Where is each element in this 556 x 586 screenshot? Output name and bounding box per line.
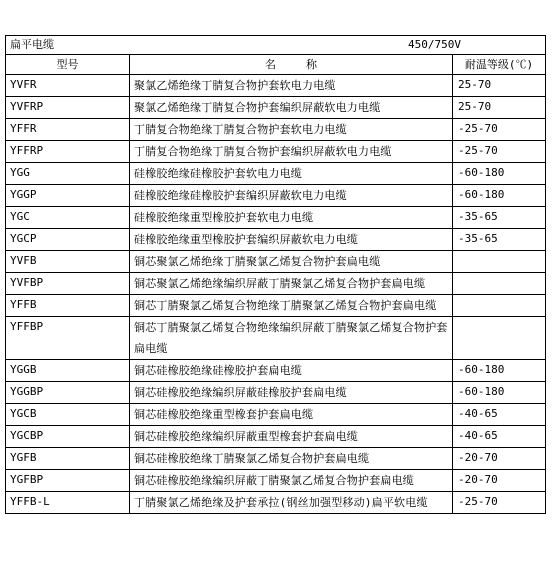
table-row — [6, 404, 546, 426]
name-cell: 聚氯乙烯绝缘丁腈复合物护套编织屏蔽软电力电缆 — [130, 97, 453, 119]
temp-cell: -35-65 — [453, 229, 546, 251]
title-row — [6, 36, 546, 55]
name-cell: 丁腈聚氯乙烯绝缘及护套承拉(钢丝加强型移动)扁平软电缆 — [130, 492, 453, 514]
name-cell: 铜芯硅橡胶绝缘编织屏蔽硅橡胶护套扁电缆 — [130, 382, 453, 404]
header-name-cell — [130, 55, 453, 75]
table-row — [6, 119, 546, 141]
name-cell: 硅橡胶绝缘重型橡胶护套编织屏蔽软电力电缆 — [130, 229, 453, 251]
temp-cell: -60-180 — [453, 185, 546, 207]
table-row — [6, 229, 546, 251]
temp-cell — [453, 273, 546, 295]
temp-cell: -60-180 — [453, 382, 546, 404]
name-cell: 聚氯乙烯绝缘丁腈复合物护套软电力电缆 — [130, 75, 453, 97]
table-title: 扁平电缆 — [10, 38, 54, 51]
table-row — [6, 382, 546, 404]
temp-cell: -40-65 — [453, 426, 546, 448]
name-cell: 铜芯硅橡胶绝缘重型橡套护套扁电缆 — [130, 404, 453, 426]
name-cell: 硅橡胶绝缘硅橡胶护套软电力电缆 — [130, 163, 453, 185]
temp-cell: -20-70 — [453, 448, 546, 470]
temp-cell: -25-70 — [453, 141, 546, 163]
model-cell: YFFR — [6, 119, 130, 141]
spec-table-body — [6, 36, 546, 514]
name-cell: 铜芯硅橡胶绝缘丁腈聚氯乙烯复合物护套扁电缆 — [130, 448, 453, 470]
name-cell: 硅橡胶绝缘硅橡胶护套编织屏蔽软电力电缆 — [130, 185, 453, 207]
table-row — [6, 251, 546, 273]
temp-cell: -20-70 — [453, 470, 546, 492]
table-row — [6, 185, 546, 207]
temp-cell — [453, 317, 546, 360]
temp-cell: -40-65 — [453, 404, 546, 426]
model-cell: YGCP — [6, 229, 130, 251]
header-row — [6, 55, 546, 75]
temp-cell: -25-70 — [453, 492, 546, 514]
table-row — [6, 97, 546, 119]
name-cell: 铜芯硅橡胶绝缘编织屏蔽重型橡套护套扁电缆 — [130, 426, 453, 448]
temp-cell: -60-180 — [453, 163, 546, 185]
name-cell: 铜芯硅橡胶绝缘编织屏蔽丁腈聚氯乙烯复合物护套扁电缆 — [130, 470, 453, 492]
table-row — [6, 470, 546, 492]
name-cell: 铜芯丁腈聚氯乙烯复合物绝缘丁腈聚氯乙烯复合物护套扁电缆 — [130, 295, 453, 317]
temp-cell: 25-70 — [453, 75, 546, 97]
model-cell: YGFBP — [6, 470, 130, 492]
temp-cell: -35-65 — [453, 207, 546, 229]
name-cell: 铜芯丁腈聚氯乙烯复合物绝缘编织屏蔽丁腈聚氯乙烯复合物护套扁电缆 — [130, 317, 453, 360]
model-cell: YGCB — [6, 404, 130, 426]
name-cell: 丁腈复合物绝缘丁腈复合物护套编织屏蔽软电力电缆 — [130, 141, 453, 163]
table-row — [6, 295, 546, 317]
cable-spec-table — [5, 35, 546, 514]
table-row — [6, 360, 546, 382]
table-row — [6, 426, 546, 448]
name-cell: 铜芯聚氯乙烯绝缘丁腈聚氯乙烯复合物护套扁电缆 — [130, 251, 453, 273]
model-cell: YFFBP — [6, 317, 130, 360]
model-cell: YGGBP — [6, 382, 130, 404]
table-row — [6, 207, 546, 229]
model-cell: YGGB — [6, 360, 130, 382]
temp-cell — [453, 295, 546, 317]
model-cell: YGGP — [6, 185, 130, 207]
temp-cell — [453, 251, 546, 273]
model-cell: YVFB — [6, 251, 130, 273]
model-cell: YFFB — [6, 295, 130, 317]
header-model: 型号 — [6, 55, 130, 75]
table-row — [6, 492, 546, 514]
temp-cell: 25-70 — [453, 97, 546, 119]
voltage-rating: 450/750V — [408, 38, 461, 51]
model-cell: YFFRP — [6, 141, 130, 163]
model-cell: YGG — [6, 163, 130, 185]
name-cell: 丁腈复合物绝缘丁腈复合物护套软电力电缆 — [130, 119, 453, 141]
model-cell: YVFBP — [6, 273, 130, 295]
model-cell: YGCBP — [6, 426, 130, 448]
model-cell: YVFR — [6, 75, 130, 97]
table-row — [6, 75, 546, 97]
temp-cell: -25-70 — [453, 119, 546, 141]
table-row — [6, 273, 546, 295]
temp-cell: -60-180 — [453, 360, 546, 382]
model-cell: YFFB-L — [6, 492, 130, 514]
header-name: 名称 — [265, 58, 347, 71]
name-cell: 硅橡胶绝缘重型橡胶护套软电力电缆 — [130, 207, 453, 229]
table-row — [6, 163, 546, 185]
header-temp: 耐温等级(℃) — [453, 55, 546, 75]
name-cell: 铜芯聚氯乙烯绝缘编织屏蔽丁腈聚氯乙烯复合物护套扁电缆 — [130, 273, 453, 295]
table-row — [6, 448, 546, 470]
table-row — [6, 141, 546, 163]
model-cell: YVFRP — [6, 97, 130, 119]
title-cell — [6, 36, 546, 55]
name-cell: 铜芯硅橡胶绝缘硅橡胶护套扁电缆 — [130, 360, 453, 382]
model-cell: YGC — [6, 207, 130, 229]
table-row — [6, 317, 546, 360]
model-cell: YGFB — [6, 448, 130, 470]
